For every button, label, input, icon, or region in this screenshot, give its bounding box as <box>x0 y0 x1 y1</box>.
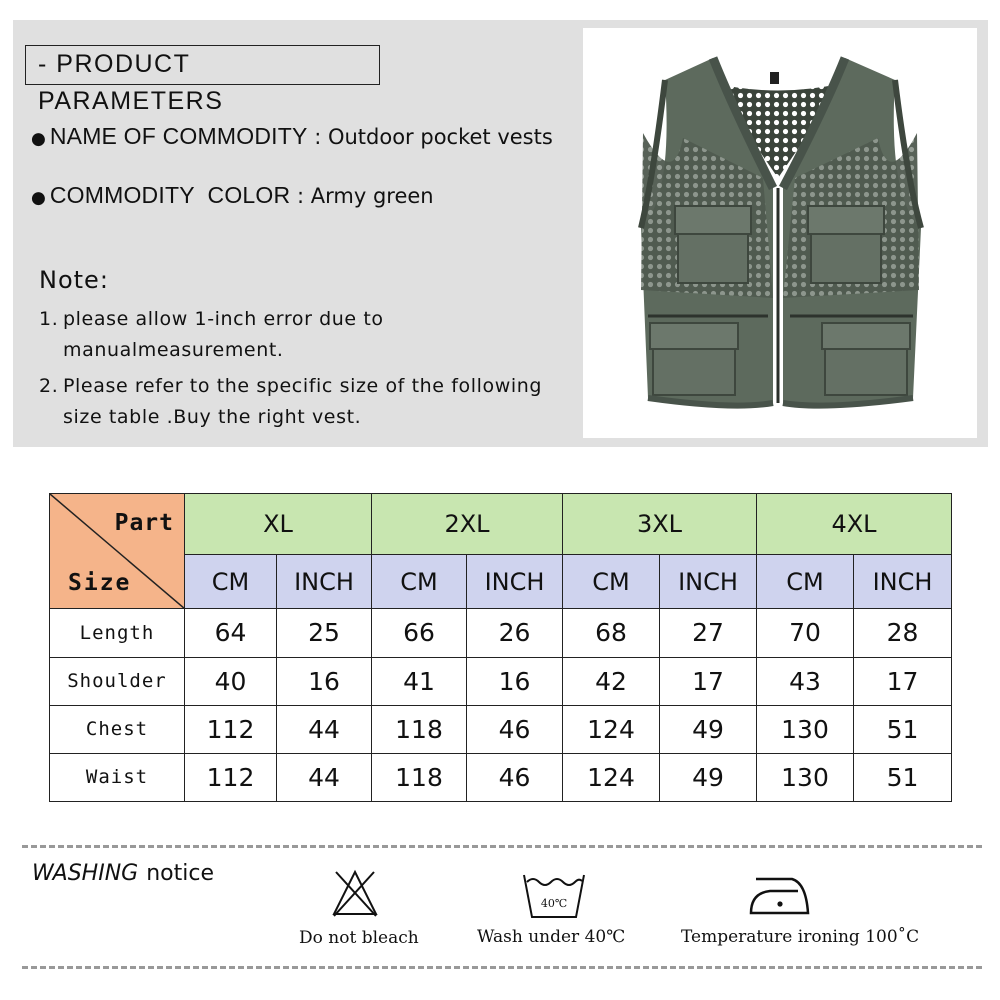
unit-header: CM <box>757 555 854 609</box>
washing-title-emphasis: WASHING <box>32 861 139 886</box>
size-header-2xl: 2XL <box>372 494 563 555</box>
row-label: Chest <box>50 705 185 753</box>
table-cell: 112 <box>185 753 277 801</box>
table-cell: 26 <box>467 609 563 657</box>
product-parameters-title: - PRODUCT PARAMETERS <box>25 45 380 85</box>
row-label: Length <box>50 609 185 657</box>
no-bleach-icon <box>330 868 380 918</box>
table-cell: 40 <box>185 657 277 705</box>
table-cell: 49 <box>660 753 757 801</box>
table-cell: 70 <box>757 609 854 657</box>
note-number: 2. <box>39 375 59 397</box>
commodity-name-value: Outdoor pocket vests <box>327 125 553 149</box>
size-header-3xl: 3XL <box>563 494 757 555</box>
iron-icon <box>748 873 812 917</box>
table-cell: 130 <box>757 705 854 753</box>
size-table-body <box>50 609 952 802</box>
iron-label: Temperature ironing 100˚C <box>681 927 920 947</box>
note-number: 1. <box>39 308 59 330</box>
table-cell: 16 <box>467 657 563 705</box>
table-cell: 17 <box>660 657 757 705</box>
note-item <box>39 371 542 433</box>
table-cell: 43 <box>757 657 854 705</box>
table-cell: 44 <box>277 705 372 753</box>
size-table <box>49 493 952 802</box>
no-bleach-label: Do not bleach <box>299 928 419 948</box>
size-header-xl: XL <box>185 494 372 555</box>
table-cell: 44 <box>277 753 372 801</box>
table-cell: 46 <box>467 705 563 753</box>
divider-bottom <box>22 966 982 969</box>
note-line: Please refer to the specific size of the following <box>63 375 543 397</box>
commodity-name-separator: : <box>307 125 328 149</box>
washing-notice-title <box>32 861 214 886</box>
unit-header: INCH <box>660 555 757 609</box>
table-cell: 130 <box>757 753 854 801</box>
commodity-color-key: COMMODITY COLOR <box>49 182 291 208</box>
unit-header: INCH <box>854 555 952 609</box>
bullet-icon: ● <box>31 188 46 208</box>
commodity-name-key: NAME OF COMMODITY <box>49 123 308 149</box>
table-cell: 124 <box>563 753 660 801</box>
table-row <box>50 753 952 801</box>
table-row <box>50 609 952 657</box>
unit-header: INCH <box>277 555 372 609</box>
table-cell: 64 <box>185 609 277 657</box>
commodity-color-value: Army green <box>310 184 434 208</box>
table-cell: 17 <box>854 657 952 705</box>
table-cell: 66 <box>372 609 467 657</box>
table-row <box>50 705 952 753</box>
table-row <box>50 657 952 705</box>
table-cell: 16 <box>277 657 372 705</box>
row-label: Waist <box>50 753 185 801</box>
table-cell: 42 <box>563 657 660 705</box>
table-cell: 41 <box>372 657 467 705</box>
corner-part-label: Part <box>114 510 174 536</box>
table-cell: 25 <box>277 609 372 657</box>
commodity-color-separator: : <box>290 184 311 208</box>
table-cell: 51 <box>854 753 952 801</box>
product-photo <box>583 28 977 438</box>
commodity-name-line <box>31 123 553 150</box>
row-label: Shoulder <box>50 657 185 705</box>
unit-header: CM <box>372 555 467 609</box>
unit-header: INCH <box>467 555 563 609</box>
table-corner-cell <box>50 494 185 609</box>
table-cell: 68 <box>563 609 660 657</box>
note-line: please allow 1-inch error due to <box>63 308 384 330</box>
table-cell: 28 <box>854 609 952 657</box>
wash-40-label: Wash under 40℃ <box>477 927 626 947</box>
note-line: size table .Buy the right vest. <box>63 406 362 428</box>
table-cell: 118 <box>372 705 467 753</box>
vest-illustration <box>583 28 977 438</box>
table-cell: 49 <box>660 705 757 753</box>
bullet-icon: ● <box>31 129 46 149</box>
divider-top <box>22 845 982 848</box>
note-title: Note: <box>39 266 109 294</box>
wash-40-icon <box>521 872 587 920</box>
corner-size-label: Size <box>68 570 132 597</box>
size-header-4xl: 4XL <box>757 494 952 555</box>
table-cell: 46 <box>467 753 563 801</box>
table-cell: 51 <box>854 705 952 753</box>
table-cell: 118 <box>372 753 467 801</box>
table-cell: 124 <box>563 705 660 753</box>
table-cell: 112 <box>185 705 277 753</box>
note-item <box>39 304 384 366</box>
unit-header: CM <box>185 555 277 609</box>
wash-temp-label: 40℃ <box>540 897 568 910</box>
note-line: manualmeasurement. <box>63 339 284 361</box>
washing-title-rest: notice <box>146 861 214 886</box>
unit-header: CM <box>563 555 660 609</box>
commodity-color-line <box>31 182 434 209</box>
table-cell: 27 <box>660 609 757 657</box>
